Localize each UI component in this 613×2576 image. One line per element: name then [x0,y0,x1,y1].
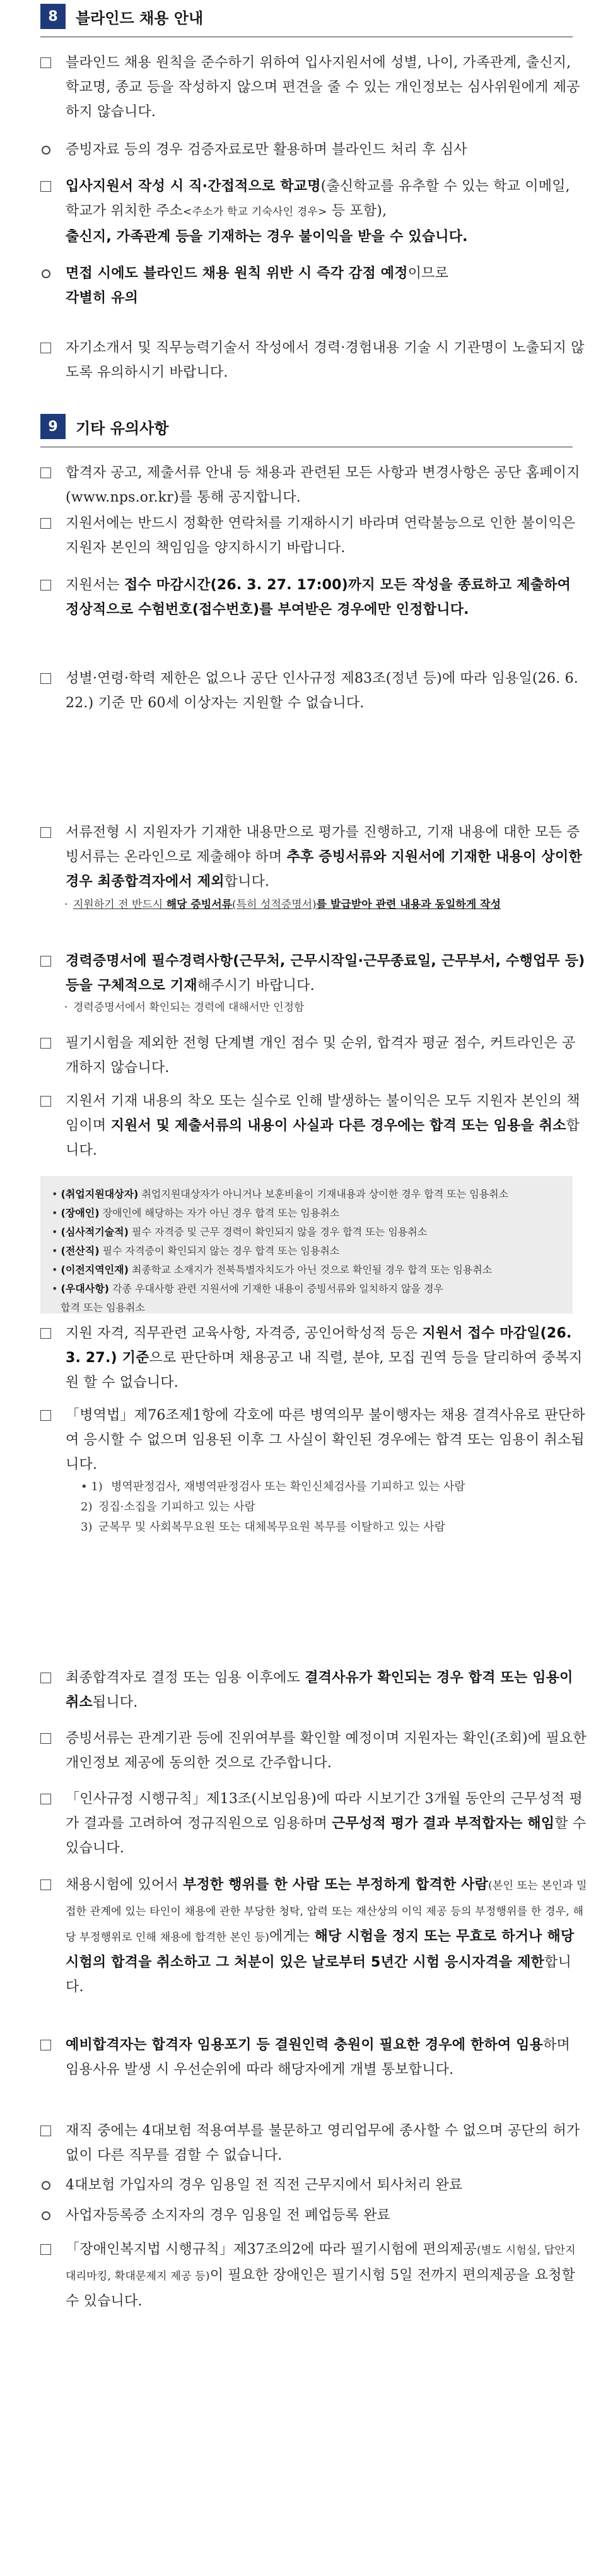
item-misconduct [40,1873,588,1999]
item-text: 서류전형 시 지원자가 기재한 내용만으로 평가를 진행하고, 기재 내용에 대한 모든 증빙서류는 온라인으로 제출해야 하며 추후 증빙서류와 지원서에 기재한 내용이 상이한 경우 최종합격자에서 제외합니다. [66,825,582,890]
section-title: 블라인드 채용 안내 [76,9,204,27]
item-text: 예비합격자는 합격자 임용포기 등 결원인력 충원이 필요한 경우에 한하여 임용하며 임용사유 발생 시 우선순위에 따라 해당자에게 개별 통보합니다. [66,2037,571,2078]
square-bullet-icon [40,1733,51,1744]
item-text: 경력증명서에 필수경력사항(근무처, 근무시작일·근무종료일, 근무부서, 수행업무 등) 등을 구체적으로 기재해주시기 바랍니다. [66,953,585,994]
circle-bullet-icon [42,146,50,155]
square-bullet-icon [40,1794,51,1804]
square-bullet-icon [40,1096,51,1107]
item-text: 필기시험을 제외한 전형 단계별 개인 점수 및 순위, 합격자 평균 점수, 커트라인은 공개하지 않습니다. [66,1035,576,1076]
condition-row: • (전산직) 필수 자격증이 확인되지 않는 경우 합격 또는 임용취소 [52,1245,340,1257]
item-military-service: 「병역법」제76조제1항에 각호에 따른 병역의무 불이행자는 채용 결격사유로 판단하여 응시할 수 없으며 임용된 이후 그 사실이 확인된 경우에는 합격 또는 임용이 취소됩니다. • 1) 병역판정검사, 재병역판정검사 또는 확인신체검사를 기피하고 있는 사람 2) 징집·소집을 기피하고 있는 사람 3) 군복무 및 사회복무요원 또는 대체복무요원 복무를 이탈하고 있는 사람 [40,1403,588,1538]
item-text: 지원서에는 반드시 정확한 연락처를 기재하시기 바라며 연락불능으로 인한 불이익은 지원자 본인의 책임임을 양지하시기 바랍니다. [66,515,576,556]
item-notice [40,461,588,510]
section-title: 기타 유의사항 [76,419,169,437]
square-bullet-icon [40,2126,51,2136]
item-verification [40,1726,588,1775]
list-item: 징집·소집을 기피하고 있는 사람 [98,1500,255,1514]
item-reserve-candidates [40,2033,588,2082]
item-business-closure [40,2203,588,2228]
item-blind-3 [40,174,588,249]
item-misstatement [40,1089,588,1163]
item-text: 면접 시에도 블라인드 채용 원칙 위반 시 즉각 감점 예정이므로 각별히 유의 [66,266,449,306]
section-number: 8 [40,4,66,29]
condition-row: • (이전지역인재) 최종학교 소재지가 전북특별자치도가 아닌 것으로 확인될 경우 합격 또는 임용취소 [52,1264,493,1276]
square-bullet-icon [40,57,51,68]
square-bullet-icon [40,580,51,591]
square-bullet-icon [40,1328,51,1339]
item-blind-5 [40,336,588,385]
item-document-review: 서류전형 시 지원자가 기재한 내용만으로 평가를 진행하고, 기재 내용에 대한 모든 증빙서류는 온라인으로 제출해야 하며 추후 증빙서류와 지원서에 기재한 내용이 상이한 경우 최종합격자에서 제외합니다. · 지원하기 전 반드시 해당 증빙서류(특히 성적증명서)를 발급받아 관련 내용과 동일하게 작성 [40,820,588,914]
note-text: 지원하기 전 반드시 해당 증빙서류(특히 성적증명서)를 발급받아 관련 내용과 동일하게 작성 [73,898,501,911]
item-text: 증빙자료 등의 경우 검증자료로만 활용하며 블라인드 처리 후 심사 [66,142,467,158]
section-number: 9 [40,414,66,439]
item-blind-4 [40,261,588,310]
condition-row: • (심사적기술적) 필수 자격증 및 근무 경력이 확인되지 않을 경우 합격 또는 임용취소 [52,1226,428,1238]
item-insurance [40,2173,588,2197]
item-career-cert: 경력증명서에 필수경력사항(근무처, 근무시작일·근무종료일, 근무부서, 수행업무 등) 등을 구체적으로 기재해주시기 바랍니다. · 경력증명서에서 확인되는 경력에 대해서만 인정함 [40,949,588,1017]
square-bullet-icon [40,181,51,192]
item-age-limit [40,666,588,715]
item-text: 증빙서류는 관계기관 등에 진위여부를 확인할 예정이며 지원자는 확인(조회)에 필요한 개인정보 제공에 동의한 것으로 간주합니다. [66,1731,587,1771]
cancellation-conditions-box [40,1176,573,1314]
item-post-appointment [40,1666,588,1715]
item-text: 입사지원서 작성 시 직·간접적으로 학교명(출신학교를 유추할 수 있는 학교 이메일, 학교가 위치한 주소<주소가 학교 기숙사인 경우> 등 포함), 출신지, 가족관계 등을 기재하는 경우 불이익을 받을 수 있습니다. [66,179,570,245]
item-blind-1 [40,50,588,124]
square-bullet-icon [40,956,51,967]
condition-row: • (우대사항) 각종 우대사항 관련 지원서에 기재한 내용이 증빙서류와 일치하지 않을 경우 [52,1283,443,1295]
square-bullet-icon [40,2040,51,2050]
circle-bullet-icon [42,269,50,278]
list-item: 군복무 및 사회복무요원 또는 대체복무요원 복무를 이탈하고 있는 사람 [98,1520,446,1534]
item-text: 재직 중에는 4대보험 적용여부를 불문하고 영리업무에 종사할 수 없으며 공단의 허가 없이 다른 직무를 겸할 수 없습니다. [66,2123,580,2163]
square-bullet-icon [40,1410,51,1421]
square-bullet-icon [40,1673,51,1683]
item-text: 성별·연령·학력 제한은 없으나 공단 인사규정 제83조(정년 등)에 따라 임용일(26. 6. 22.) 기준 만 60세 이상자는 지원할 수 없습니다. [66,671,578,711]
square-bullet-icon [40,2244,51,2255]
item-disability-accommodation [40,2237,588,2314]
item-eligibility-date [40,1321,588,1395]
item-text: 「병역법」제76조제1항에 각호에 따른 병역의무 불이행자는 채용 결격사유로 판단하여 응시할 수 없으며 임용된 이후 그 사실이 확인된 경우에는 합격 또는 임용이 취소됩니다. [66,1408,585,1473]
item-text: 합격자 공고, 제출서류 안내 등 채용과 관련된 모든 사항과 변경사항은 공단 홈페이지(www.nps.or.kr)를 통해 공지합니다. [66,465,580,505]
square-bullet-icon [40,673,51,684]
item-side-jobs [40,2119,588,2168]
item-text: 「인사규정 시행규칙」제13조(시보임용)에 따라 시보기간 3개월 동안의 근무성적 평가 결과를 고려하여 정규직원으로 임용하며 근무성적 평가 결과 부적합자는 해임할 수 있습니다. [66,1791,587,1856]
item-blind-2 [40,138,588,162]
item-text: 4대보험 가입자의 경우 임용일 전 직전 근무지에서 퇴사처리 완료 [66,2177,463,2193]
item-contact [40,511,588,560]
square-bullet-icon [40,468,51,478]
condition-row: 합격 또는 임용취소 [61,1302,145,1314]
item-deadline [40,573,588,622]
square-bullet-icon [40,518,51,529]
item-text: 자기소개서 및 직무능력기술서 작성에서 경력·경험내용 기술 시 기관명이 노출되지 않도록 유의하시기 바랍니다. [66,340,585,380]
item-text: 블라인드 채용 원칙을 준수하기 위하여 입사지원서에 성별, 나이, 가족관계, 출신지, 학교명, 종교 등을 작성하지 않으며 편견을 줄 수 있는 개인정보는 심사위원에게 제공하지 않습니다. [66,55,580,120]
circle-bullet-icon [42,2181,50,2190]
section-9-header [40,414,168,439]
item-text: 사업자등록증 소지자의 경우 임용일 전 폐업등록 완료 [66,2208,391,2223]
square-bullet-icon [40,827,51,838]
section-8-header [40,4,203,29]
item-text: 채용시험에 있어서 부정한 행위를 한 사람 또는 부정하게 합격한 사람(본인 또는 본인과 밀접한 관계에 있는 타인이 채용에 관한 부당한 청탁, 압력 또는 재산상의 이익 제공 등의 부정행위를 한 경우, 해당 부정행위로 인해 채용에 합격한 본인 등)에게는 해당 시험을 정지 또는 무효로 하거나 해당 시험의 합격을 취소하고 그 처분이 있은 날로부터 5년간 시험 응시자격을 제한합니다. [66,1877,587,1995]
item-probation [40,1787,588,1861]
item-text: 지원 자격, 직무관련 교육사항, 자격증, 공인어학성적 등은 지원서 접수 마감일(26. 3. 27.) 기준으로 판단하며 채용공고 내 직렬, 분야, 모집 권역 등을 달리하여 중복지원 할 수 없습니다. [66,1326,583,1391]
square-bullet-icon [40,1879,51,1890]
item-text: 「장애인복지법 시행규칙」제37조의2에 따라 필기시험에 편의제공(별도 시험실, 답안지 대리마킹, 확대문제지 제공 등)이 필요한 장애인은 필기시험 5일 전까지 편의제공을 요청할 수 있습니다. [66,2242,576,2309]
condition-row: • (취업지원대상자) 취업지원대상자가 아니거나 보훈비율이 기재내용과 상이한 경우 합격 또는 임용취소 [52,1188,509,1200]
item-text: 지원서는 접수 마감시간(26. 3. 27. 17:00)까지 모든 작성을 종료하고 제출하여 정상적으로 수험번호(접수번호)를 부여받은 경우에만 인정합니다. [66,577,571,618]
item-text: 최종합격자로 결정 또는 임용 이후에도 결격사유가 확인되는 경우 합격 또는 임용이 취소됩니다. [66,1670,573,1710]
note-text: 경력증명서에서 확인되는 경력에 대해서만 인정함 [73,1001,305,1014]
item-text: 지원서 기재 내용의 착오 또는 실수로 인해 발생하는 불이익은 모두 지원자 본인의 책임이며 지원서 및 제출서류의 내용이 사실과 다른 경우에는 합격 또는 임용을 취소합니다. [66,1093,580,1158]
condition-row: • (장애인) 장애인에 해당하는 자가 아닌 경우 합격 또는 임용취소 [52,1207,340,1219]
square-bullet-icon [40,343,51,353]
list-item: 병역판정검사, 재병역판정검사 또는 확인신체검사를 기피하고 있는 사람 [111,1480,465,1493]
circle-bullet-icon [42,2211,50,2220]
square-bullet-icon [40,1038,51,1049]
item-score-disclosure [40,1031,588,1080]
